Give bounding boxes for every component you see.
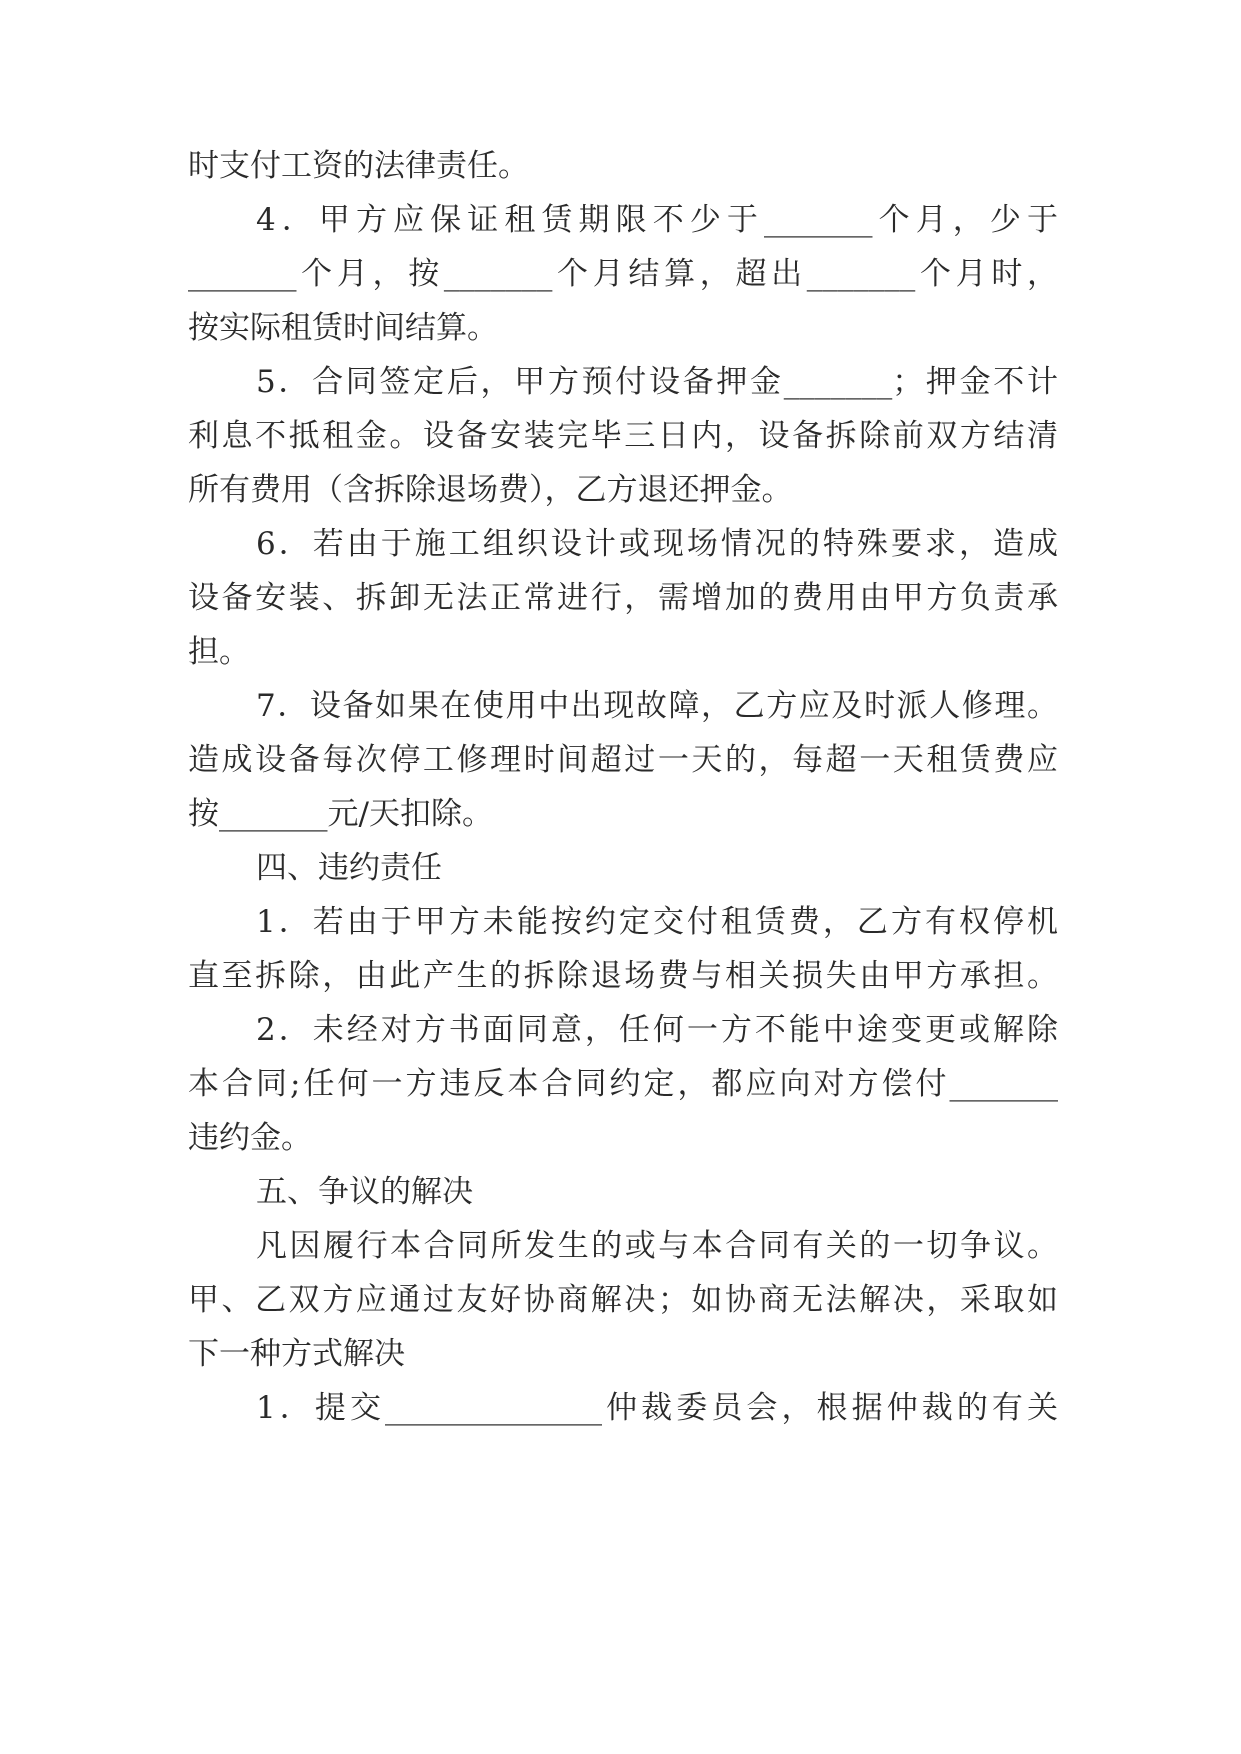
text-line: _______个月，按_______个月结算，超出_______个月时， [188, 256, 1058, 292]
text-line: 6．若由于施工组织设计或现场情况的特殊要求，造成 [256, 526, 1058, 562]
text-line: 7．设备如果在使用中出现故障，乙方应及时派人修理。 [256, 688, 1058, 724]
text-line: 凡因履行本合同所发生的或与本合同有关的一切争议。 [256, 1228, 1058, 1264]
text-line: 1．提交______________仲裁委员会，根据仲裁的有关 [256, 1390, 1058, 1426]
section-heading: 五、争议的解决 [256, 1174, 473, 1210]
text-line: 直至拆除，由此产生的拆除退场费与相关损失由甲方承担。 [188, 958, 1058, 994]
text-line: 按实际租赁时间结算。 [188, 310, 498, 346]
text-line: 1．若由于甲方未能按约定交付租赁费，乙方有权停机 [256, 904, 1058, 940]
text-line: 5．合同签定后，甲方预付设备押金_______；押金不计 [256, 364, 1058, 400]
text-line: 按_______元/天扣除。 [188, 796, 493, 832]
text-line: 造成设备每次停工修理时间超过一天的，每超一天租赁费应 [188, 742, 1058, 778]
text-line: 违约金。 [188, 1120, 312, 1156]
text-line: 利息不抵租金。设备安装完毕三日内，设备拆除前双方结清 [188, 418, 1058, 454]
text-line: 设备安装、拆卸无法正常进行，需增加的费用由甲方负责承 [188, 580, 1058, 616]
text-line: 担。 [188, 634, 250, 670]
text-line: 时支付工资的法律责任。 [188, 148, 529, 184]
text-line: 2．未经对方书面同意，任何一方不能中途变更或解除 [256, 1012, 1058, 1048]
text-line: 所有费用（含拆除退场费），乙方退还押金。 [188, 472, 793, 508]
text-line: 本合同;任何一方违反本合同约定，都应向对方偿付_______ [188, 1066, 1058, 1102]
text-line: 甲、乙双方应通过友好协商解决；如协商无法解决，采取如 [188, 1282, 1058, 1318]
text-line: 下一种方式解决 [188, 1336, 405, 1372]
text-line: 4．甲方应保证租赁期限不少于_______个月，少于 [256, 202, 1058, 238]
section-heading: 四、违约责任 [256, 850, 442, 886]
